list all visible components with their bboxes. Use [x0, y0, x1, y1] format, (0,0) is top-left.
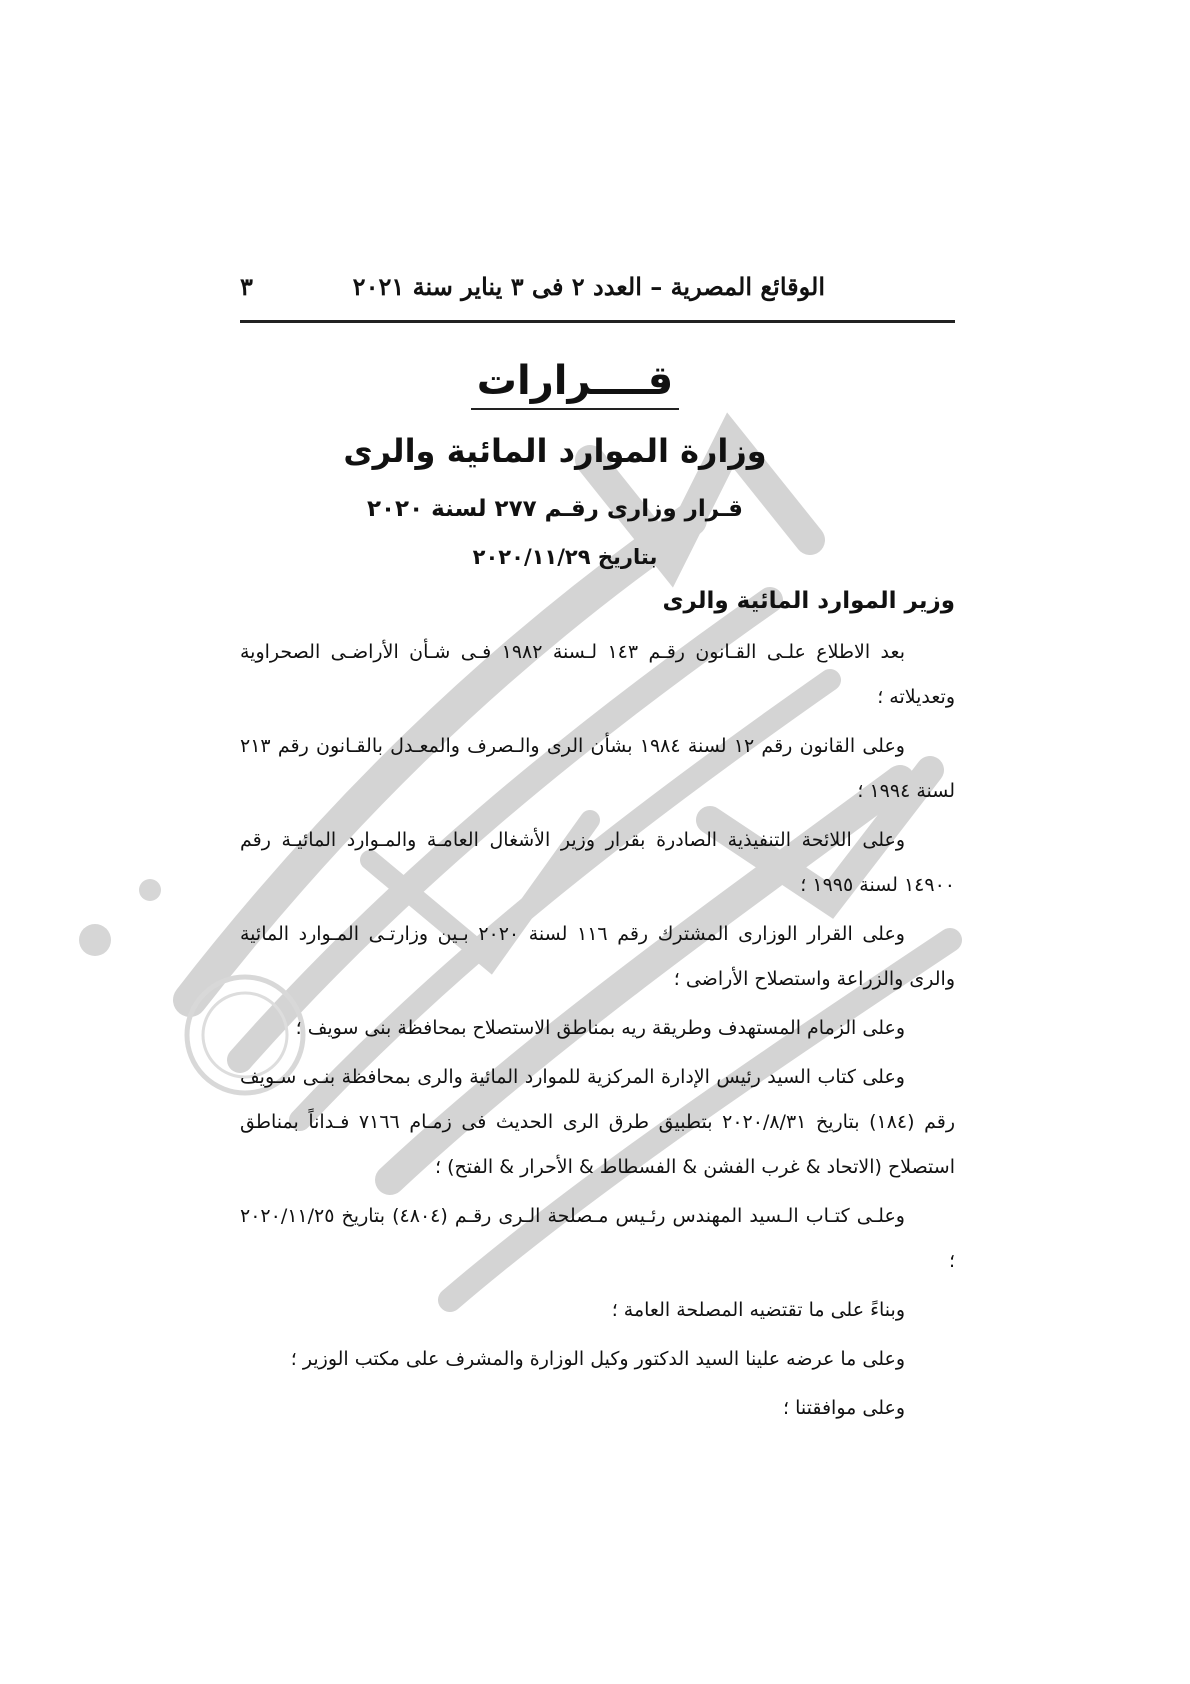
- preamble-paragraph: [240, 1055, 955, 1190]
- preamble-paragraph: [240, 724, 955, 814]
- paragraph-text: وعلـى كتـاب الـسيد المهندس رئـيس مـصلحة الـرى رقـم (٤٨٠٤) بتاريخ ٢٠٢٠/١١/٢٥ ؛: [240, 1205, 955, 1272]
- paragraph-text: وعلى الزمام المستهدف وطريقة ريه بمناطق الاستصلاح بمحافظة بنى سويف ؛: [295, 1017, 905, 1039]
- preamble-paragraph: [240, 818, 955, 908]
- preamble-paragraph: [240, 1194, 955, 1284]
- gazette-issue-title: الوقائع المصرية – العدد ٢ فى ٣ يناير سنة ٢٠٢١: [352, 272, 825, 301]
- paragraph-text: وعلى ما عرضه علينا السيد الدكتور وكيل الوزارة والمشرف على مكتب الوزير ؛: [290, 1348, 905, 1370]
- paragraph-text: وعلى موافقتنا ؛: [783, 1397, 905, 1419]
- decree-body: [240, 630, 955, 1435]
- section-title-text: قــــرارات: [471, 358, 679, 410]
- minister-heading: وزير الموارد المائية والرى: [662, 588, 955, 614]
- paragraph-text: وعلى اللائحة التنفيذية الصادرة بقرار وزير الأشغال العامـة والمـوارد المائيـة رقم ١٤٩٠٠ لسنة ١٩٩٥ ؛: [240, 829, 955, 896]
- paragraph-text: بعد الاطلاع علـى القـانون رقـم ١٤٣ لـسنة ١٩٨٢ فـى شـأن الأراضـى الصحراوية وتعديلاته ؛: [240, 641, 955, 708]
- preamble-paragraph: [240, 630, 955, 720]
- preamble-paragraph: [240, 1288, 955, 1333]
- paragraph-text: وعلى القانون رقم ١٢ لسنة ١٩٨٤ بشأن الرى والـصرف والمعـدل بالقـانون رقم ٢١٣ لسنة ١٩٩٤ ؛: [240, 735, 955, 802]
- preamble-paragraph: [240, 1006, 955, 1051]
- paragraph-text: وبناءً على ما تقتضيه المصلحة العامة ؛: [611, 1299, 905, 1321]
- paragraph-text: وعلى القرار الوزارى المشترك رقم ١١٦ لسنة ٢٠٢٠ بـين وزارتـى المـوارد المائية والرى والزراعة واستصلاح الأراضى ؛: [240, 923, 955, 990]
- decree-date-text: بتاريخ ٢٠٢٠/١١/٢٩: [472, 545, 658, 569]
- ministry-heading-text: وزارة الموارد المائية والرى: [343, 432, 767, 470]
- gazette-header: [240, 270, 955, 323]
- decree-date: [0, 545, 1190, 569]
- decree-title: [0, 496, 1190, 522]
- preamble-paragraph: [240, 1386, 955, 1431]
- preamble-paragraph: [240, 1337, 955, 1382]
- preamble-paragraph: [240, 912, 955, 1002]
- decree-title-text: قـرار وزارى رقـم ٢٧٧ لسنة ٢٠٢٠: [366, 496, 743, 522]
- section-title: [0, 358, 1190, 410]
- paragraph-text: وعلى كتاب السيد رئيس الإدارة المركزية للموارد المائية والرى بمحافظة بنـى سـويف رقم (١٨٤) بتاريخ ٢٠٢٠/٨/٣١ بتطبيق طرق الرى الحديث فى زمـام ٧١٦٦ فـداناً بمناطق استصلاح (الاتحاد & غرب الفشن & الفسطاط & الأحرار & الفتح) ؛: [240, 1066, 956, 1178]
- page-number: ٣: [240, 272, 253, 301]
- ministry-heading: [0, 432, 1190, 470]
